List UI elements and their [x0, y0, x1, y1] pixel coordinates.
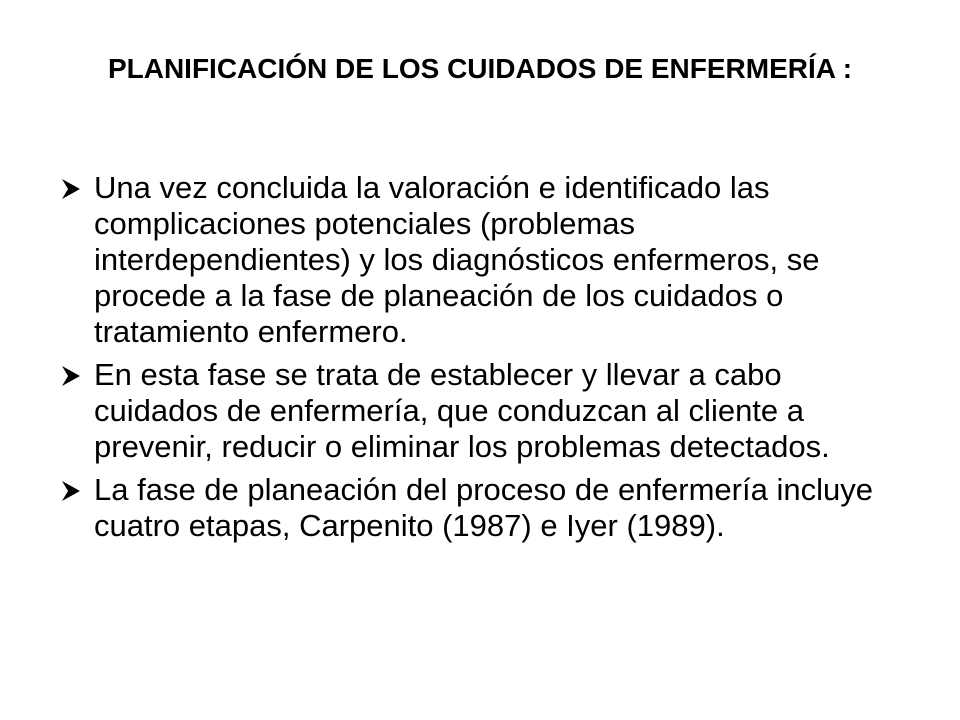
bullet-text: En esta fase se trata de establecer y llevar a cabo cuidados de enfermería, que conduzcan al cliente a prevenir, reducir o eliminar los problemas detectados.	[94, 357, 830, 464]
bullet-item	[60, 472, 900, 544]
bullet-item	[60, 357, 900, 465]
bullet-text: Una vez concluida la valoración e identificado las complicaciones potenciales (problemas interdependientes) y los diagnósticos enfermeros, se procede a la fase de planeación de los cuidados o tratamiento enfermero.	[94, 170, 820, 349]
bullet-list	[60, 170, 900, 551]
arrowhead-bullet-icon	[60, 178, 82, 200]
arrowhead-bullet-icon	[60, 365, 82, 387]
arrowhead-bullet-icon	[60, 480, 82, 502]
slide-title: PLANIFICACIÓN DE LOS CUIDADOS DE ENFERMERÍA :	[107, 53, 853, 84]
bullet-text: La fase de planeación del proceso de enfermería incluye cuatro etapas, Carpenito (1987) e Iyer (1989).	[94, 472, 873, 543]
bullet-item	[60, 170, 900, 350]
